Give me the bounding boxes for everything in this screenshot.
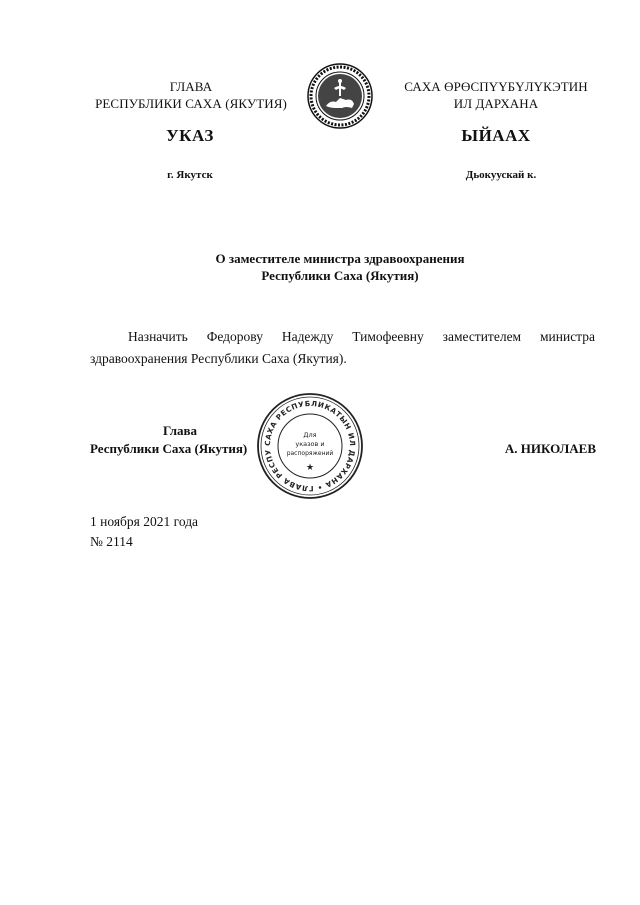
decree-subject bbox=[150, 250, 530, 284]
coat-of-arms-emblem bbox=[306, 62, 374, 130]
header-left-line2: РЕСПУБЛИКИ САХА (ЯКУТИЯ) bbox=[95, 96, 287, 111]
signatory-name: А. НИКОЛАЕВ bbox=[504, 441, 596, 456]
decree-number: № 2114 bbox=[90, 534, 133, 549]
subject-line2: Республики Саха (Якутия) bbox=[261, 268, 419, 283]
subject-line1: О заместителе министра здравоохранения bbox=[215, 251, 465, 266]
seal-center-line1: Для bbox=[303, 431, 317, 439]
decree-body-paragraph: Назначить Федорову Надежду Тимофеевну заместителем министра здравоохранения Республики Саха (Якутия). bbox=[90, 329, 595, 366]
seal-center-line2: указов и bbox=[295, 440, 325, 448]
document-title-ru: УКАЗ bbox=[166, 126, 214, 145]
signature-title-line2: Республики Саха (Якутия) bbox=[90, 441, 248, 456]
header-right-line1: САХА ӨРӨСПҮҮБҮЛҮКЭТИН bbox=[404, 79, 588, 94]
seal-ring-text: САХА РЕСПУБЛИКАТЫН ИЛ ДАРХАНА • ГЛАВА РЕСПУ bbox=[262, 398, 358, 494]
document-title-sakha: ЫЙААХ bbox=[461, 126, 531, 145]
svg-text:★: ★ bbox=[305, 463, 315, 473]
header-left-line1: ГЛАВА bbox=[169, 79, 213, 94]
city-sakha: Дьокуускай к. bbox=[465, 169, 537, 181]
header-left bbox=[86, 78, 296, 112]
decree-date: 1 ноября 2021 года bbox=[90, 514, 199, 529]
signature-title-line1: Глава bbox=[162, 423, 198, 438]
header-right bbox=[396, 78, 596, 112]
seal-center-line3: распоряжений bbox=[286, 450, 334, 457]
city-ru: г. Якутск bbox=[167, 169, 213, 181]
emblem-icon bbox=[306, 62, 374, 130]
header-right-line2: ИЛ ДАРХАНА bbox=[453, 96, 539, 111]
